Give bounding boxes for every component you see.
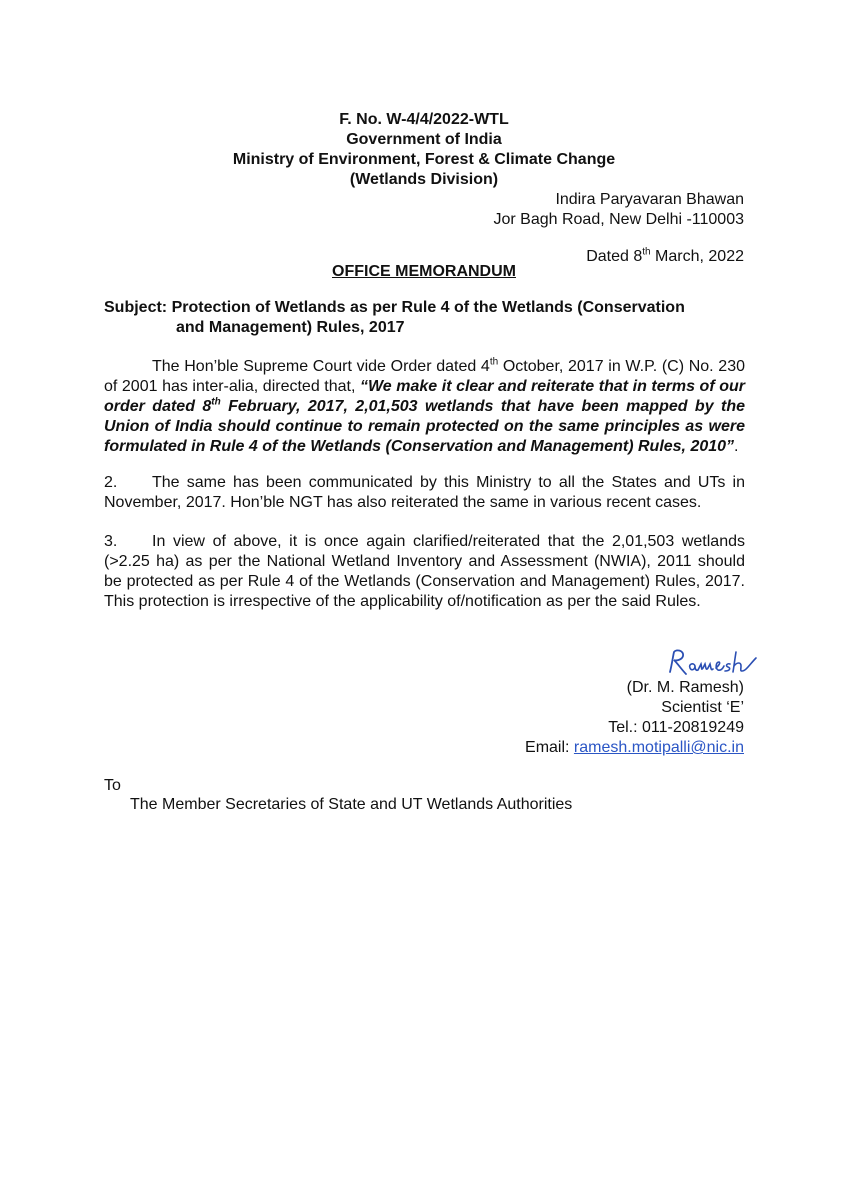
address-line-2: Jor Bagh Road, New Delhi -110003 <box>493 211 744 228</box>
signatory-designation: Scientist ‘E’ <box>661 699 744 716</box>
subject-line-1: Protection of Wetlands as per Rule 4 of the Wetlands (Conservation <box>171 299 685 316</box>
division-name: (Wetlands Division) <box>349 171 499 188</box>
address-line-1: Indira Paryavaran Bhawan <box>555 191 744 208</box>
signatory-email-line <box>525 738 744 758</box>
date-suffix: March, 2022 <box>650 248 744 265</box>
para2-text: The same has been communicated by this Ministry to all the States and UTs in November, 2017. Hon’ble NGT has also reiterated the same in various recent cases. <box>104 474 745 511</box>
para1-text-2: October, 2017 in W.P. (C) No. 230 of 2001 has inter-alia, directed that, <box>104 358 745 395</box>
para1-sup-1: th <box>489 356 499 368</box>
email-label: Email: <box>525 739 574 756</box>
signatory-telephone: Tel.: 011-20819249 <box>608 719 744 736</box>
para1-end: . <box>734 438 739 455</box>
para1-quote-1: “We make it clear and reiterate that in terms of our order dated 8 <box>104 378 745 415</box>
para1-quote-2: February, 2017, 2,01,503 wetlands that have been mapped by the Union of India should continue to remain protected on the same principles as were formulated in Rule 4 of the Wetlands (Conservation and Management) Rules, 2010” <box>104 398 746 455</box>
addressee: The Member Secretaries of State and UT Wetlands Authorities <box>130 796 573 813</box>
paragraph-3 <box>104 532 745 612</box>
email-link[interactable]: ramesh.motipalli@nic.in <box>573 739 744 756</box>
para3-number: 3. <box>104 533 118 550</box>
ministry-name: Ministry of Environment, Forest & Climate Change <box>232 151 616 168</box>
to-label: To <box>104 777 121 794</box>
paragraph-1 <box>104 357 745 457</box>
subject-label: Subject: <box>104 299 168 316</box>
date-prefix: Dated 8 <box>586 248 643 265</box>
para3-text: In view of above, it is once again clarified/reiterated that the 2,01,503 wetlands (>2.25 ha) as per the National Wetland Inventory and Assessment (NWIA), 2011 should be protected as per Rule 4 of the Wetlands (Conservation and Management) Rules, 2017. This protection is irrespective of the applicability of/notification as per the said Rules. <box>104 533 745 610</box>
para2-number: 2. <box>104 474 118 491</box>
signatory-name: (Dr. M. Ramesh) <box>626 679 744 696</box>
para1-text-1: The Hon’ble Supreme Court vide Order dated 4 <box>152 358 490 375</box>
file-number: F. No. W-4/4/2022-WTL <box>339 111 509 128</box>
date-sup: th <box>642 246 651 258</box>
subject-line-2: and Management) Rules, 2017 <box>176 319 405 336</box>
handwritten-signature <box>664 646 764 682</box>
government-name: Government of India <box>346 131 502 148</box>
memo-title: OFFICE MEMORANDUM <box>332 263 516 280</box>
paragraph-2 <box>104 473 745 513</box>
subject-block <box>104 298 745 338</box>
para1-sup-2: th <box>211 396 221 408</box>
